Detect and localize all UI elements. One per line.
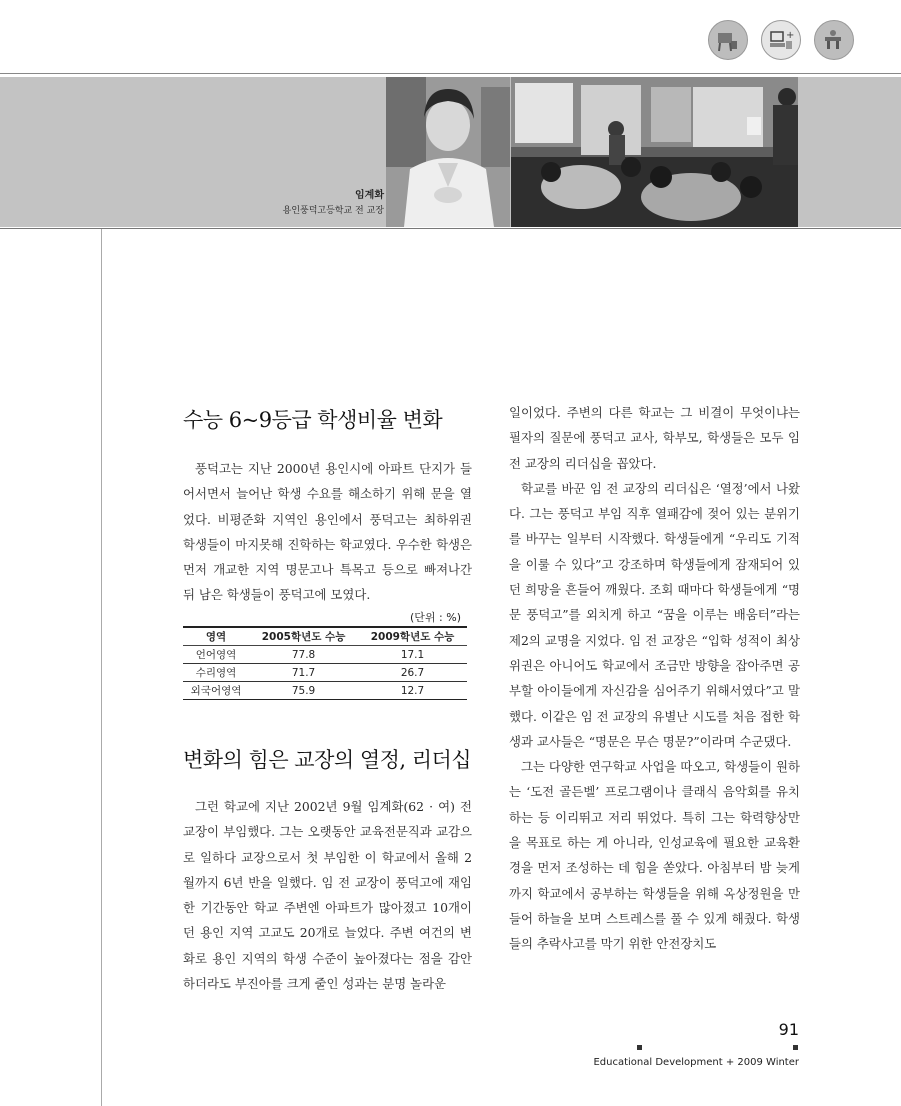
photo-caption-role: 용인풍덕고등학교 전 교장 [282,206,384,216]
table-cell: 75.9 [249,682,358,700]
classroom-desk-icon [814,20,854,60]
table-cell: 17.1 [358,646,467,664]
section-heading-score-change: 수능 6~9등급 학생비율 변화 [183,408,443,432]
paragraph: 풍덕고는 지난 2000년 용인시에 아파트 단지가 들어서면서 늘어난 학생 수요를 해소하기 위해 문을 열었다. 비평준화 지역인 용인에서 풍덕고는 최하위권 학생들이 마지못해 진학하는 학교였다. 우수한 학생은 먼저 개교한 지역 명문고나 특목고 등으로 빠져나간 뒤 남은 학생들이 풍덕고에 모였다. [183,461,472,603]
score-ratio-table [183,626,467,700]
table-cell: 77.8 [249,646,358,664]
left-column-top [183,456,472,608]
table-cell: 외국어영역 [183,682,249,700]
photo-caption-name: 임계화 [355,190,384,201]
page-number: 91 [778,1020,799,1039]
table-cell: 수리영역 [183,664,249,682]
right-column [509,400,800,957]
table-cell: 26.7 [358,664,467,682]
table-header-cell: 2009학년도 수능 [358,627,467,646]
table-cell: 71.7 [249,664,358,682]
table-cell: 언어영역 [183,646,249,664]
table-header-cell: 영역 [183,627,249,646]
footer-square-right [793,1045,798,1050]
header-rule [0,73,901,74]
drafting-desk-icon [708,20,748,60]
table-row [183,682,467,700]
left-column-bottom [183,794,472,996]
paragraph: 그는 다양한 연구학교 사업을 따오고, 학생들이 원하는 ‘도전 골든벨’ 프로그램이나 클래식 음악회를 유치하는 등 이리뛰고 저리 뛰었다. 특히 그는 학력향상만을 목표로 하는 게 아니라, 인성교육에 필요한 교육환경을 먼저 조성하는 데 힘을 쏟았다. 아침부터 밤 늦게까지 학교에서 공부하는 학생들을 위해 옥상정원을 만들어 하늘을 보며 스트레스를 풀 수 있게 해줬다. 학생들의 추락사고를 막기 위한 안전장치도 [509,759,800,952]
computer-workstation-icon [761,20,801,60]
margin-rule [101,229,102,1106]
svg-text:+: + [786,30,794,41]
paragraph: 그런 학교에 지난 2002년 9월 임계화(62 · 여) 전 교장이 부임했다. 그는 오랫동안 교육전문직과 교감으로 일하다 교장으로서 첫 부임한 이 학교에서 올해 2월까지 6년 반을 일했다. 임 전 교장이 풍덕고에 재임한 기간동안 학교 주변엔 아파트가 많아졌고 10개이던 용인 지역 고교도 20개로 늘었다. 주변 여건의 변화로 용인 지역의 학생 수준이 높아졌다는 점을 감안하더라도 부진아를 크게 줄인 성과는 분명 놀라운 [183,799,472,992]
publication-name: Educational Development + 2009 Winter [593,1057,799,1068]
table-row [183,646,467,664]
table-cell: 12.7 [358,682,467,700]
table-header-row [183,627,467,646]
footer-square-left [637,1045,642,1050]
table-unit-label: (단위 : %) [410,611,461,624]
paragraph: 학교를 바꾼 임 전 교장의 리더십은 ‘열정’에서 나왔다. 그는 풍덕고 부임 직후 열패감에 젖어 있는 분위기를 바꾸는 일부터 시작했다. 학생들에게 “우리도 기적을 이룰 수 있다”고 강조하며 학생들에게 잠재되어 있던 희망을 흔들어 깨웠다. 조회 때마다 학생들에게 “명문 풍덕고”를 외치게 하고 “꿈을 이루는 배움터”라는 제2의 교명을 지었다. 임 전 교장은 “입학 성적이 최상위권은 아니어도 학교에서 조금만 방향을 잡아주면 공부할 아이들에게 자신감을 심어주기 위해서였다”고 말했다. 이같은 임 전 교장의 유별난 시도를 처음 접한 학생과 교사들은 “명문은 무슨 명문?”이라며 수군댔다. [509,480,800,749]
band-bottom-rule [0,228,901,229]
classroom-photo [511,77,798,227]
table-header-cell: 2005학년도 수능 [249,627,358,646]
table-row [183,664,467,682]
section-heading-leadership: 변화의 힘은 교장의 열정, 리더십 [183,748,472,772]
portrait-photo [386,77,510,227]
paragraph: 일이었다. 주변의 다른 학교는 그 비결이 무엇이냐는 필자의 질문에 풍덕고 교사, 학부모, 학생들은 모두 임 전 교장의 리더십을 꼽았다. [509,405,800,471]
